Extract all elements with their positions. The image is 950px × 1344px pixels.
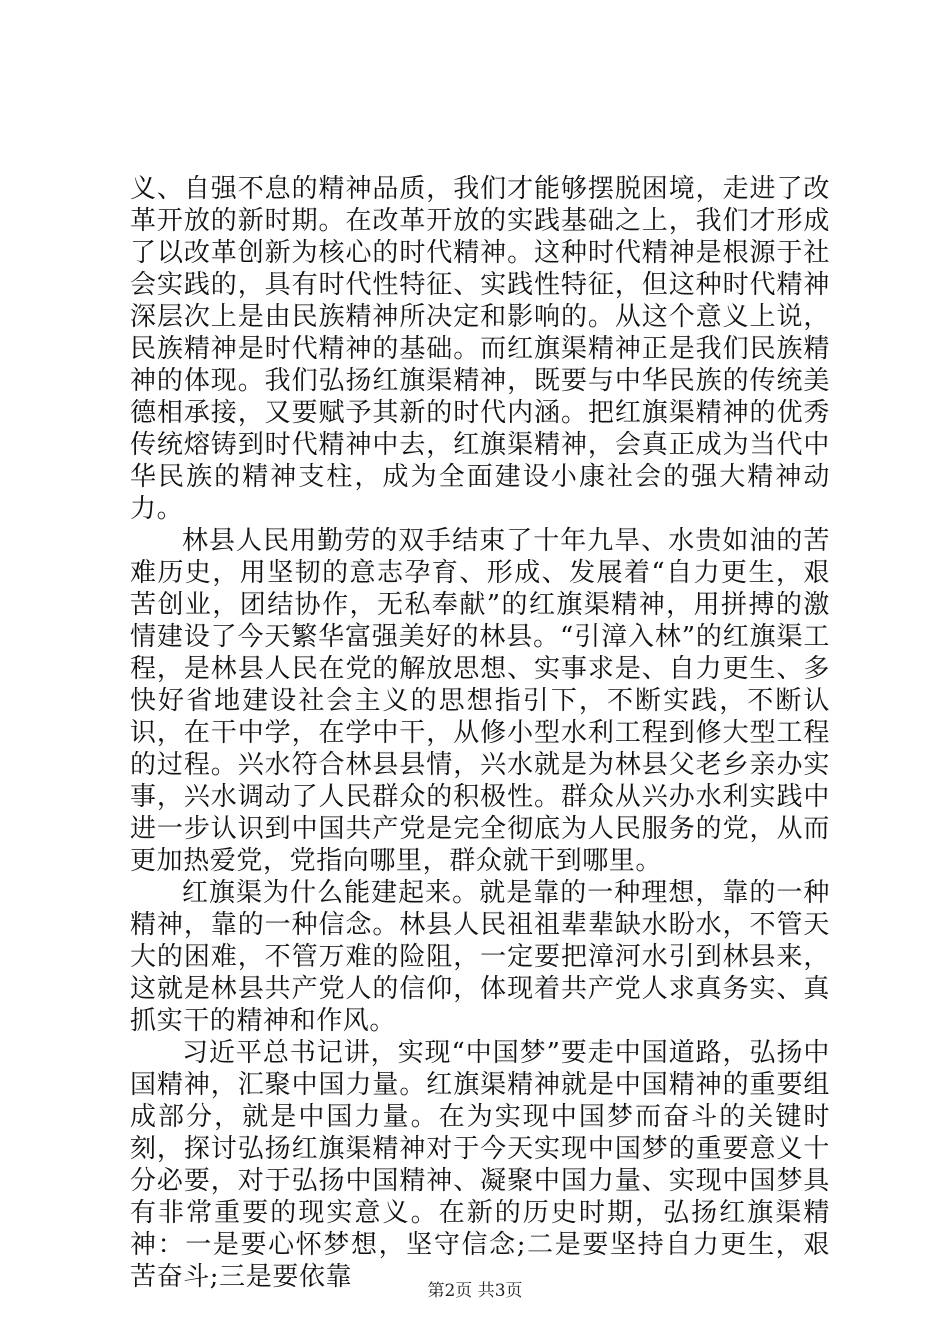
page-footer: 第2页 共3页 — [427, 1281, 523, 1301]
paragraph-3: 红旗渠为什么能建起来。就是靠的一种理想，靠的一种精神，靠的一种信念。林县人民祖祖辈辈缺水盼水，不管天大的困难，不管万难的险阻，一定要把漳河水引到林县来，这就是林县共产党人的信仰，体现着共产党人求真务实、真抓实干的精神和作风。 — [130, 878, 830, 1036]
paragraph-1: 义、自强不息的精神品质，我们才能够摆脱困境，走进了改革开放的新时期。在改革开放的实践基础之上，我们才形成了以改革创新为核心的时代精神。这种时代精神是根源于社会实践的，具有时代性特征、实践性特征，但这种时代精神深层次上是由民族精神所决定和影响的。从这个意义上说，民族精神是时代精神的基础。而红旗渠精神正是我们民族精神的体现。我们弘扬红旗渠精神，既要与中华民族的传统美德相承接，又要赋予其新的时代内涵。把红旗渠精神的优秀传统熔铸到时代精神中去，红旗渠精神，会真正成为当代中华民族的精神支柱，成为全面建设小康社会的强大精神动力。 — [130, 174, 830, 524]
paragraph-4: 习近平总书记讲，实现“中国梦”要走中国道路，弘扬中国精神，汇聚中国力量。红旗渠精神就是中国精神的重要组成部分，就是中国力量。在为实现中国梦而奋斗的关键时刻，探讨弘扬红旗渠精神对于今天实现中国梦的重要意义十分必要，对于弘扬中国精神、凝聚中国力量、实现中国梦具有非常重要的现实意义。在新的历史时期，弘扬红旗渠精神：一是要心怀梦想，坚守信念;二是要坚持自力更生，艰苦奋斗;三是要依靠 — [130, 1038, 830, 1292]
document-body — [130, 173, 830, 1293]
paragraph-2: 林县人民用勤劳的双手结束了十年九旱、水贵如油的苦难历史，用坚韧的意志孕育、形成、发展着“自力更生，艰苦创业，团结协作，无私奉献”的红旗渠精神，用拼搏的激情建设了今天繁华富强美好的林县。“引漳入林”的红旗渠工程，是林县人民在党的解放思想、实事求是、自力更生、多快好省地建设社会主义的思想指引下，不断实践，不断认识，在干中学，在学中干，从修小型水利工程到修大型工程的过程。兴水符合林县县情，兴水就是为林县父老乡亲办实事，兴水调动了人民群众的积极性。群众从兴办水利实践中进一步认识到中国共产党是完全彻底为人民服务的党，从而更加热爱党，党指向哪里，群众就干到哪里。 — [130, 526, 830, 876]
